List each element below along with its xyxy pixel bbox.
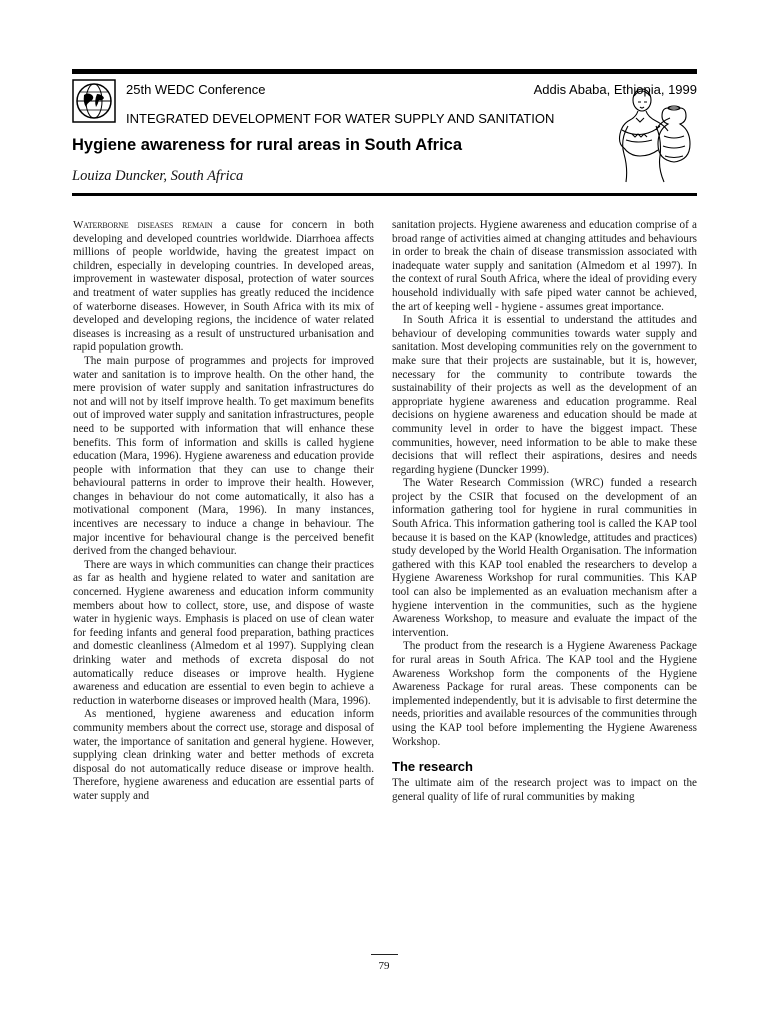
header-top-rule [72,69,697,74]
paragraph: The product from the research is a Hygiene Awareness Package for rural areas in South Africa. The KAP tool and the Hygiene Awareness Workshop form the components of the Hygiene Awareness Package for rural areas. These components can be implemented independently, but it is advisable to first determine the needs, priorities and available resources of the communities through using the KAP tool before implementing the Hygiene Awareness Workshop. [392,640,697,748]
paragraph-text: a cause for concern in both developing and developed countries worldwide. Diarrhoea affects millions of people worldwide, having the greatest impact on children, especially in developing countries. In developed areas, improvement in wastewater disposal, protection of water sources and treatment of water supplies has greatly reduced the incidence of waterborne diseases. However, in South Africa with its mix of developed and developing regions, the incidence of water related diseases is increasing as a result of unstructured urbanisation and rapid population growth. [73,219,374,354]
body-column-right [392,219,697,804]
wedc-globe-logo-icon [72,79,116,123]
header-bottom-rule [72,193,697,196]
paragraph: The Water Research Commission (WRC) funded a research project by the CSIR that focused on the development of an information gathering tool for hygiene in rural communities in South Africa. This information gathering tool is called the KAP tool because it is based on the KAP (knowledge, attitudes and practices) study developed by the World Health Organisation. The information gathered with this KAP tool enabled the researchers to develop a Hygiene Awareness Workshop for rural communities. This KAP tool can also be implemented as an evaluation mechanism after a hygiene intervention in the communities, such as the hygiene Awareness Workshop, to measure and evaluate the impact of the intervention. [392,477,697,639]
footer-rule [371,954,398,955]
body-column-left [73,219,374,804]
conference-name: 25th WEDC Conference [126,82,266,97]
water-carrier-illustration-icon [608,78,698,188]
article-title: Hygiene awareness for rural areas in South Africa [72,136,463,154]
conference-theme: INTEGRATED DEVELOPMENT FOR WATER SUPPLY AND SANITATION [126,111,555,126]
paragraph [73,219,374,355]
conference-location: Addis Ababa, Ethiopia, 1999 [533,82,697,97]
section-heading: The research [392,759,473,775]
paragraph: The main purpose of programmes and projects for improved water and sanitation is to improve health. On the other hand, the mere provision of water supply and sanitation infrastructures do not and will not by itself improve health. To get maximum benefits out of improved water supply and sanitation infrastructures, people need to be supported with information that will enhance these benefits. This form of information and skills is called hygiene education (Mara, 1996). Hygiene awareness and education provide people with information that they can use to change their behavioural patterns in order to improve their health. However, changes in behaviour do not come automatically, it also has a motivational component (Mara, 1996). In many instances, incentives are necessary to induce a change in behaviour. The major incentive for behavioural change is the perceived benefit derived from the changed behaviour. [73,354,374,558]
lead-in-small-caps: Waterborne diseases remain [73,219,213,231]
paragraph: The ultimate aim of the research project was to impact on the general quality of life of rural communities by making [392,777,697,803]
paragraph: In South Africa it is essential to understand the attitudes and behaviour of developing communities towards water supply and sanitation. Most developing communities rely on the government to make sure that their projects are sustainable, but it is, however, necessary for the community to contribute towards the sustainability of their projects as well as the development of an appropriate hygiene awareness and education programme. Real decisions on hygiene awareness and education should be made at community level in order to have the biggest impact. These communities, however, need information to be able to make these decisions that will reflect their aspirations, desires and needs regarding hygiene (Duncker 1999). [392,314,697,476]
paragraph: There are ways in which communities can change their practices as far as health and hygiene related to water and sanitation are concerned. Hygiene awareness and education inform community members about how to collect, store, use, and dispose of waste water in hygienic ways. Emphasis is placed on use of clean water for feeding infants and general food preparation, bathing practices and domestic cleanliness (Almedom et al 1997). Supplying clean drinking water and methods of excreta disposal do not automatically reduce diseases or improve health. Hygiene awareness and education are essential to even begin to achieve a reduction in waterborne diseases or improved health (Mara, 1996). [73,558,374,707]
article-author: Louiza Duncker, South Africa [72,168,244,184]
paragraph: As mentioned, hygiene awareness and education inform community members about the correct use, storage and disposal of water, the importance of sanitation and general hygiene. However, supplying clean drinking water and better methods of excreta disposal do not automatically reduce disease or improve health. Therefore, hygiene awareness and education are essential parts of water supply and [73,708,374,802]
paragraph: sanitation projects. Hygiene awareness and education comprise of a broad range of activities aimed at changing attitudes and behaviours in order to break the chain of disease transmission associated with inadequate water supply and sanitation (Almedom et al 1997). In the context of rural South Africa, where the ideal of providing every household individually with safe piped water cannot be achieved, the art of keeping well - hygiene - assumes great importance. [392,219,697,313]
page-number: 79 [378,960,390,972]
